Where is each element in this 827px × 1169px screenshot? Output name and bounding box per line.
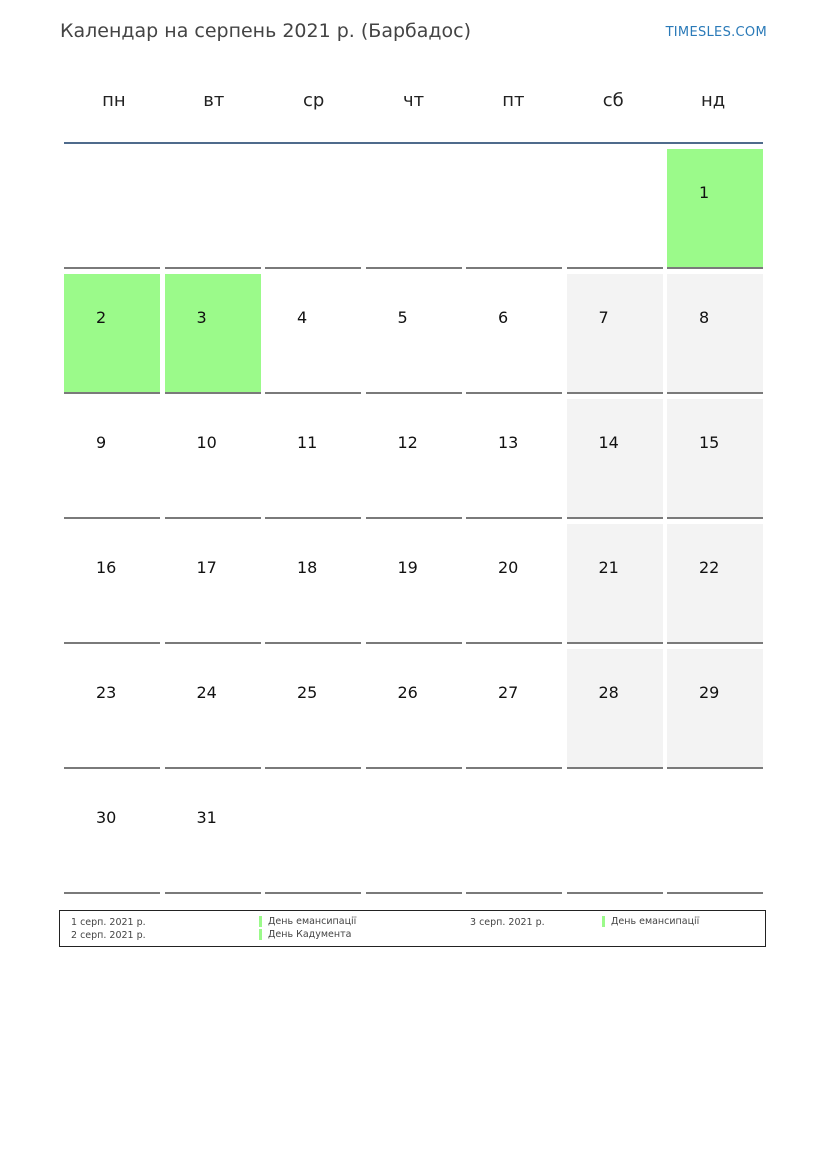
- holiday-color-marker: [259, 929, 262, 940]
- day-number: 31: [196, 808, 217, 827]
- calendar-day-29: [667, 649, 763, 769]
- calendar-day-8: [667, 274, 763, 394]
- day-number: 28: [598, 683, 619, 702]
- calendar-day-7: [567, 274, 663, 394]
- legend-entry: [259, 929, 351, 940]
- calendar-day-12: [366, 399, 462, 519]
- calendar-day-empty: [265, 149, 361, 269]
- calendar-day-6: [466, 274, 562, 394]
- day-number: 9: [96, 433, 107, 452]
- weekday-label: ср: [302, 90, 325, 111]
- day-number: 25: [297, 683, 318, 702]
- calendar-day-5: [366, 274, 462, 394]
- holiday-legend: [59, 910, 766, 947]
- day-number: 24: [196, 683, 217, 702]
- day-number: 27: [498, 683, 519, 702]
- calendar-day-1: [667, 149, 763, 269]
- day-number: 23: [96, 683, 117, 702]
- weekday-label: сб: [602, 90, 624, 111]
- calendar-day-empty: [567, 774, 663, 894]
- calendar-week-row: [64, 149, 763, 274]
- calendar-day-25: [265, 649, 361, 769]
- legend-holiday-name: День емансипації: [268, 916, 357, 927]
- calendar-day-31: [165, 774, 261, 894]
- day-number: 19: [397, 558, 418, 577]
- day-number: 17: [196, 558, 217, 577]
- calendar-day-17: [165, 524, 261, 644]
- calendar-day-19: [366, 524, 462, 644]
- calendar-day-empty: [466, 774, 562, 894]
- calendar-day-3: [165, 274, 261, 394]
- calendar-day-18: [265, 524, 361, 644]
- day-number: 10: [196, 433, 217, 452]
- day-number: 12: [397, 433, 418, 452]
- day-number: 18: [297, 558, 318, 577]
- legend-date: 2 серп. 2021 р.: [71, 930, 146, 941]
- calendar-day-16: [64, 524, 160, 644]
- calendar-day-24: [165, 649, 261, 769]
- holiday-color-marker: [602, 916, 605, 927]
- weekday-label: вт: [203, 90, 225, 111]
- day-number: 29: [699, 683, 720, 702]
- day-number: 7: [598, 308, 609, 327]
- day-number: 30: [96, 808, 117, 827]
- day-number: 6: [498, 308, 509, 327]
- day-number: 8: [699, 308, 710, 327]
- calendar-week-row: [64, 774, 763, 899]
- day-number: 14: [598, 433, 619, 452]
- weekday-label: нд: [700, 90, 726, 111]
- legend-entry: [259, 916, 356, 927]
- calendar-day-empty: [265, 774, 361, 894]
- day-number: 2: [96, 308, 107, 327]
- calendar-day-28: [567, 649, 663, 769]
- calendar-week-row: [64, 524, 763, 649]
- calendar-day-11: [265, 399, 361, 519]
- day-number: 13: [498, 433, 519, 452]
- calendar-day-empty: [567, 149, 663, 269]
- calendar-day-empty: [366, 149, 462, 269]
- calendar-day-empty: [466, 149, 562, 269]
- calendar-day-10: [165, 399, 261, 519]
- day-number: 26: [397, 683, 418, 702]
- holiday-color-marker: [259, 916, 262, 927]
- calendar-week-row: [64, 399, 763, 524]
- day-number: 20: [498, 558, 519, 577]
- day-number: 5: [397, 308, 408, 327]
- calendar-day-30: [64, 774, 160, 894]
- day-number: 21: [598, 558, 619, 577]
- calendar-day-22: [667, 524, 763, 644]
- calendar-day-20: [466, 524, 562, 644]
- day-number: 1: [699, 183, 710, 202]
- day-number: 3: [196, 308, 207, 327]
- calendar-day-23: [64, 649, 160, 769]
- calendar-day-27: [466, 649, 562, 769]
- legend-date: 3 серп. 2021 р.: [470, 917, 545, 928]
- calendar-day-21: [567, 524, 663, 644]
- day-number: 4: [297, 308, 308, 327]
- calendar-week-row: [64, 649, 763, 774]
- calendar-week-row: [64, 274, 763, 399]
- day-number: 15: [699, 433, 720, 452]
- weekday-label: чт: [402, 90, 425, 111]
- weekday-label: пн: [102, 90, 126, 111]
- brand-link[interactable]: TIMESLES.COM: [665, 25, 767, 40]
- calendar-day-empty: [366, 774, 462, 894]
- calendar-day-15: [667, 399, 763, 519]
- calendar-day-empty: [667, 774, 763, 894]
- calendar-grid: [64, 149, 763, 899]
- calendar-day-empty: [165, 149, 261, 269]
- page-title: Календар на серпень 2021 р. (Барбадос): [60, 20, 472, 42]
- calendar-day-13: [466, 399, 562, 519]
- day-number: 11: [297, 433, 318, 452]
- weekday-label: пт: [502, 90, 525, 111]
- calendar-day-26: [366, 649, 462, 769]
- day-number: 16: [96, 558, 117, 577]
- calendar-day-2: [64, 274, 160, 394]
- weekday-header: [64, 90, 763, 111]
- header-divider: [64, 142, 763, 144]
- calendar-day-14: [567, 399, 663, 519]
- legend-holiday-name: День емансипації: [611, 916, 700, 927]
- legend-holiday-name: День Кадумента: [268, 929, 352, 940]
- calendar-day-4: [265, 274, 361, 394]
- calendar-day-empty: [64, 149, 160, 269]
- legend-date: 1 серп. 2021 р.: [71, 917, 146, 928]
- day-number: 22: [699, 558, 720, 577]
- legend-entry: [602, 916, 699, 927]
- calendar-day-9: [64, 399, 160, 519]
